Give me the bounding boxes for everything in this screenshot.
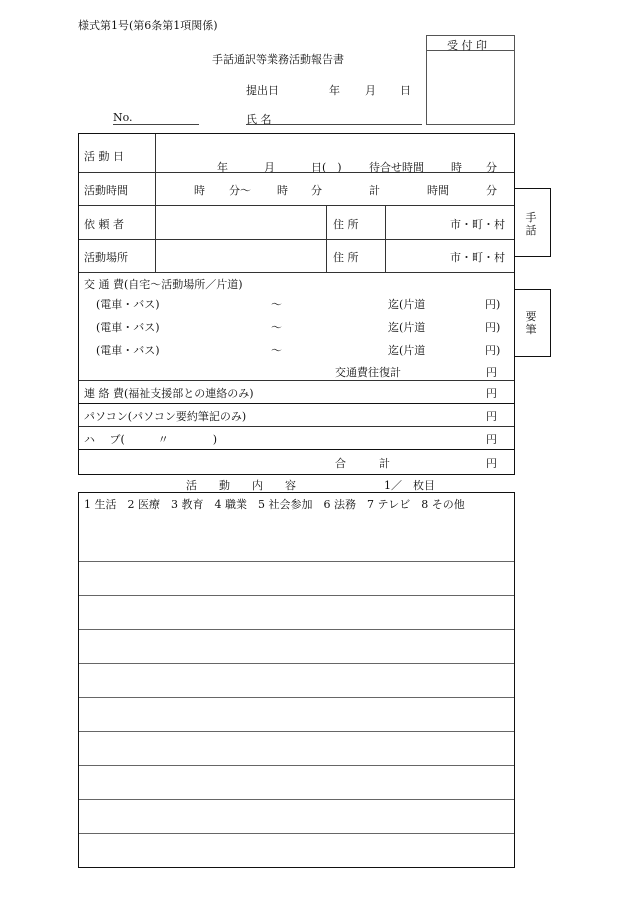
section-divider (79, 403, 514, 404)
writing-line (79, 697, 514, 698)
transport-until: 迄(片道 (388, 321, 426, 334)
transport-mode: (電車・バス) (96, 298, 160, 311)
section-divider (79, 449, 514, 450)
name-label: 氏 名 (246, 113, 272, 126)
transport-tilde: 〜 (271, 298, 282, 311)
transport-yen: 円) (485, 321, 501, 334)
row-divider (79, 239, 514, 240)
writing-line (79, 765, 514, 766)
hub-fee-label: ハ ブ( 〃 ) (84, 433, 218, 446)
hub-fee-yen: 円 (486, 433, 497, 446)
total-minutes: 分 (486, 184, 497, 197)
transport-until: 迄(片道 (388, 298, 426, 311)
start-hour: 時 (194, 184, 205, 197)
page-count-label: 1／ 枚目 (384, 479, 435, 492)
activity-content-box[interactable] (78, 492, 515, 868)
activity-date-day: 日( ) (311, 161, 342, 174)
end-minute: 分 (311, 184, 322, 197)
writing-line (79, 731, 514, 732)
name-field-line[interactable] (246, 124, 422, 125)
writing-line (79, 833, 514, 834)
writing-line (79, 799, 514, 800)
requester-city-suffix: 市・町・村 (450, 218, 505, 231)
activity-date-month: 月 (264, 161, 275, 174)
row-divider (79, 272, 514, 273)
wait-time-label: 待合せ時間 (369, 161, 424, 174)
summary-writing-tag: 要筆 (525, 310, 537, 336)
transport-mode: (電車・バス) (96, 344, 160, 357)
transport-yen: 円) (485, 344, 501, 357)
activity-place-label: 活動場所 (84, 251, 128, 264)
transport-until: 迄(片道 (388, 344, 426, 357)
row-divider (79, 426, 514, 427)
activity-date-label: 活 動 日 (84, 150, 124, 163)
wait-minute: 分 (486, 161, 497, 174)
form-reference: 様式第1号(第6条第1項関係) (78, 19, 218, 32)
category-list: 1 生活 2 医療 3 教育 4 職業 5 社会参加 6 法務 7 テレビ 8 その他 (84, 498, 465, 511)
requester-label: 依 頼 者 (84, 218, 124, 231)
contact-fee-label: 連 絡 費(福祉支援部との連絡のみ) (84, 387, 254, 400)
transport-tilde: 〜 (271, 321, 282, 334)
activity-date-year: 年 (217, 161, 228, 174)
activity-time-label: 活動時間 (84, 184, 128, 197)
start-minute: 分〜 (229, 184, 251, 197)
transport-label: 交 通 費(自宅〜活動場所／片道) (84, 278, 243, 291)
place-city-suffix: 市・町・村 (450, 251, 505, 264)
total-time-label: 計 (369, 184, 380, 197)
activity-content-label: 活 動 内 容 (186, 479, 296, 492)
writing-line (79, 663, 514, 664)
writing-line (79, 561, 514, 562)
requester-address-label: 住 所 (333, 218, 359, 231)
writing-line (79, 595, 514, 596)
grand-total-label: 合 計 (335, 457, 390, 470)
transport-yen: 円) (485, 298, 501, 311)
transport-mode: (電車・バス) (96, 321, 160, 334)
submission-date-label: 提出日 (246, 84, 279, 97)
total-hours: 時間 (427, 184, 449, 197)
pc-fee-yen: 円 (486, 410, 497, 423)
document-title: 手話通訳等業務活動報告書 (212, 53, 344, 66)
pc-fee-label: パソコン(パソコン要約筆記のみ) (84, 410, 247, 423)
submission-year: 年 (329, 84, 340, 97)
row-divider (79, 205, 514, 206)
transport-tilde: 〜 (271, 344, 282, 357)
number-field-line[interactable] (113, 124, 199, 125)
row-divider (79, 172, 514, 173)
round-trip-label: 交通費往復計 (335, 366, 401, 379)
writing-line (79, 629, 514, 630)
contact-fee-yen: 円 (486, 387, 497, 400)
round-trip-yen: 円 (486, 366, 497, 379)
label-column-divider (155, 134, 156, 273)
end-hour: 時 (277, 184, 288, 197)
number-label: No. (113, 111, 133, 124)
grand-total-yen: 円 (486, 457, 497, 470)
sign-language-tag: 手話 (525, 211, 537, 237)
submission-month: 月 (365, 84, 376, 97)
submission-day: 日 (400, 84, 411, 97)
place-address-label: 住 所 (333, 251, 359, 264)
wait-hour: 時 (451, 161, 462, 174)
row-divider (79, 380, 514, 381)
stamp-label: 受 付 印 (447, 39, 487, 52)
